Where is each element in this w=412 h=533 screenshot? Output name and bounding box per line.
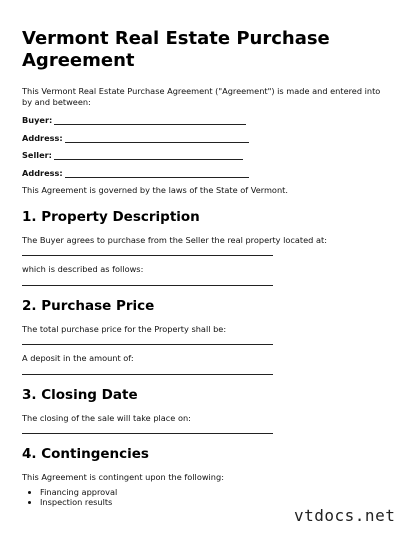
document-page <box>22 28 392 508</box>
list-item: • Financing approval <box>40 487 392 498</box>
seller-address-field <box>22 168 392 178</box>
price-text: The total purchase price for the Property shall be: <box>22 323 227 334</box>
closing-date-line[interactable] <box>22 433 273 434</box>
seller-field <box>22 150 392 160</box>
governing-law-text: This Agreement is governed by the laws of the State of Vermont. <box>22 185 288 195</box>
intro-paragraph: This Vermont Real Estate Purchase Agreement ("Agreement") is made and entered into by and between: <box>22 86 381 107</box>
closing-text: The closing of the sale will take place on: <box>22 412 191 423</box>
property-description-line[interactable] <box>22 285 273 286</box>
document-title: Vermont Real Estate Purchase Agreement <box>22 28 330 71</box>
buyer-address-label: Address: <box>22 132 63 143</box>
contingencies-text: This Agreement is contingent upon the following: <box>22 472 224 482</box>
seller-blank-line[interactable] <box>54 151 243 160</box>
list-item: • Inspection results <box>40 497 392 508</box>
buyer-field <box>22 115 392 125</box>
section-heading-property: 1. Property Description <box>22 208 200 225</box>
buyer-blank-line[interactable] <box>54 116 246 125</box>
section-heading-closing: 3. Closing Date <box>22 386 138 403</box>
contingencies-list <box>22 487 392 508</box>
price-line[interactable] <box>22 344 273 345</box>
watermark-text: vtdocs.net <box>294 506 396 525</box>
section-heading-contingencies: 4. Contingencies <box>22 446 149 462</box>
buyer-address-blank-line[interactable] <box>65 134 249 143</box>
section-heading-price: 2. Purchase Price <box>22 297 155 314</box>
buyer-label: Buyer: <box>22 115 53 125</box>
seller-address-label: Address: <box>22 167 63 178</box>
property-described-text: which is described as follows: <box>22 264 144 274</box>
property-location-line[interactable] <box>22 255 273 256</box>
seller-label: Seller: <box>22 150 52 160</box>
deposit-text: A deposit in the amount of: <box>22 353 134 363</box>
deposit-line[interactable] <box>22 374 273 375</box>
seller-address-blank-line[interactable] <box>65 169 249 178</box>
property-text: The Buyer agrees to purchase from the Seller the real property located at: <box>22 234 327 245</box>
buyer-address-field <box>22 133 392 143</box>
